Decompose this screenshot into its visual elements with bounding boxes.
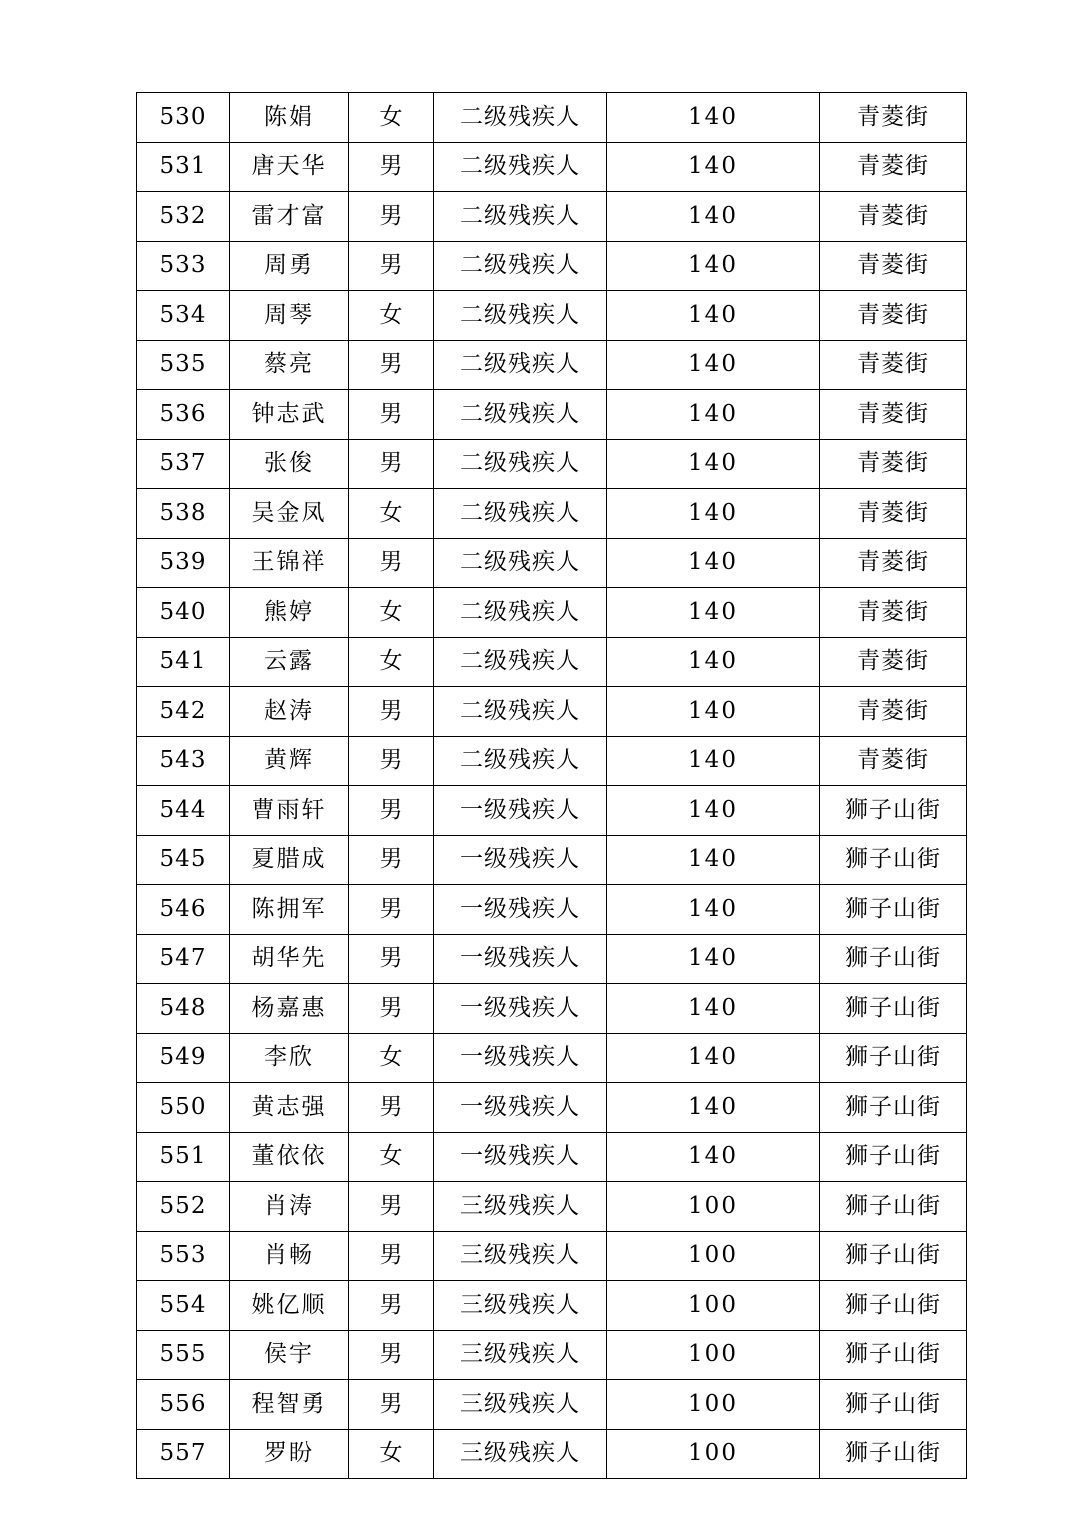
cell-sex: 男 xyxy=(349,687,434,737)
cell-area: 狮子山街 xyxy=(820,1380,967,1430)
cell-name: 王锦祥 xyxy=(230,538,349,588)
cell-area: 狮子山街 xyxy=(820,885,967,935)
cell-name: 黄辉 xyxy=(230,736,349,786)
cell-amount: 140 xyxy=(607,439,820,489)
cell-amount: 140 xyxy=(607,192,820,242)
cell-sequence: 552 xyxy=(137,1182,230,1232)
cell-area: 青菱街 xyxy=(820,538,967,588)
cell-area: 青菱街 xyxy=(820,291,967,341)
cell-sequence: 546 xyxy=(137,885,230,935)
cell-sex: 男 xyxy=(349,835,434,885)
cell-area: 青菱街 xyxy=(820,489,967,539)
cell-category: 二级残疾人 xyxy=(434,439,607,489)
cell-category: 一级残疾人 xyxy=(434,1033,607,1083)
cell-sex: 女 xyxy=(349,1429,434,1479)
cell-sex: 男 xyxy=(349,390,434,440)
cell-amount: 140 xyxy=(607,390,820,440)
cell-amount: 140 xyxy=(607,588,820,638)
cell-sex: 男 xyxy=(349,736,434,786)
table-row xyxy=(137,588,967,638)
cell-name: 董依依 xyxy=(230,1132,349,1182)
cell-sequence: 553 xyxy=(137,1231,230,1281)
cell-area: 狮子山街 xyxy=(820,1429,967,1479)
cell-amount: 140 xyxy=(607,1083,820,1133)
cell-area: 青菱街 xyxy=(820,142,967,192)
cell-category: 三级残疾人 xyxy=(434,1281,607,1331)
cell-area: 青菱街 xyxy=(820,736,967,786)
table-row xyxy=(137,241,967,291)
cell-area: 狮子山街 xyxy=(820,1083,967,1133)
cell-area: 青菱街 xyxy=(820,390,967,440)
cell-amount: 140 xyxy=(607,736,820,786)
cell-category: 一级残疾人 xyxy=(434,885,607,935)
cell-sex: 男 xyxy=(349,142,434,192)
table-row xyxy=(137,538,967,588)
cell-sex: 女 xyxy=(349,637,434,687)
cell-sequence: 535 xyxy=(137,340,230,390)
cell-sequence: 555 xyxy=(137,1330,230,1380)
cell-sex: 男 xyxy=(349,885,434,935)
cell-name: 周琴 xyxy=(230,291,349,341)
cell-area: 青菱街 xyxy=(820,241,967,291)
cell-name: 周勇 xyxy=(230,241,349,291)
cell-sex: 女 xyxy=(349,1033,434,1083)
cell-category: 一级残疾人 xyxy=(434,1083,607,1133)
cell-sequence: 540 xyxy=(137,588,230,638)
cell-name: 蔡亮 xyxy=(230,340,349,390)
cell-name: 胡华先 xyxy=(230,934,349,984)
cell-name: 杨嘉惠 xyxy=(230,984,349,1034)
cell-category: 一级残疾人 xyxy=(434,786,607,836)
cell-name: 夏腊成 xyxy=(230,835,349,885)
cell-category: 三级残疾人 xyxy=(434,1182,607,1232)
cell-category: 一级残疾人 xyxy=(434,984,607,1034)
table-row xyxy=(137,291,967,341)
cell-sequence: 536 xyxy=(137,390,230,440)
cell-sequence: 534 xyxy=(137,291,230,341)
cell-category: 二级残疾人 xyxy=(434,637,607,687)
cell-area: 青菱街 xyxy=(820,340,967,390)
cell-area: 狮子山街 xyxy=(820,984,967,1034)
cell-amount: 140 xyxy=(607,934,820,984)
cell-category: 三级残疾人 xyxy=(434,1231,607,1281)
table-row xyxy=(137,489,967,539)
cell-sequence: 545 xyxy=(137,835,230,885)
table-row xyxy=(137,1380,967,1430)
roster-table-body xyxy=(137,93,967,1479)
cell-sequence: 544 xyxy=(137,786,230,836)
cell-amount: 140 xyxy=(607,687,820,737)
cell-name: 曹雨轩 xyxy=(230,786,349,836)
cell-sex: 女 xyxy=(349,93,434,143)
table-row xyxy=(137,736,967,786)
cell-amount: 100 xyxy=(607,1182,820,1232)
cell-amount: 140 xyxy=(607,93,820,143)
table-row xyxy=(137,340,967,390)
cell-sex: 女 xyxy=(349,1132,434,1182)
cell-sequence: 548 xyxy=(137,984,230,1034)
cell-amount: 140 xyxy=(607,637,820,687)
cell-name: 黄志强 xyxy=(230,1083,349,1133)
cell-name: 肖涛 xyxy=(230,1182,349,1232)
table-row xyxy=(137,1231,967,1281)
cell-sex: 男 xyxy=(349,1281,434,1331)
cell-sex: 男 xyxy=(349,1380,434,1430)
cell-category: 二级残疾人 xyxy=(434,291,607,341)
cell-amount: 140 xyxy=(607,489,820,539)
cell-sex: 男 xyxy=(349,192,434,242)
cell-category: 一级残疾人 xyxy=(434,1132,607,1182)
cell-area: 狮子山街 xyxy=(820,1132,967,1182)
cell-category: 二级残疾人 xyxy=(434,340,607,390)
cell-name: 唐天华 xyxy=(230,142,349,192)
cell-area: 狮子山街 xyxy=(820,1281,967,1331)
cell-sex: 女 xyxy=(349,489,434,539)
cell-area: 狮子山街 xyxy=(820,934,967,984)
cell-area: 青菱街 xyxy=(820,687,967,737)
cell-sequence: 542 xyxy=(137,687,230,737)
table-row xyxy=(137,934,967,984)
cell-amount: 140 xyxy=(607,885,820,935)
cell-amount: 140 xyxy=(607,340,820,390)
cell-area: 青菱街 xyxy=(820,439,967,489)
table-row xyxy=(137,1182,967,1232)
table-row xyxy=(137,1330,967,1380)
roster-table-container xyxy=(136,92,940,1479)
cell-sex: 男 xyxy=(349,1330,434,1380)
cell-sequence: 530 xyxy=(137,93,230,143)
cell-amount: 140 xyxy=(607,1033,820,1083)
cell-amount: 100 xyxy=(607,1380,820,1430)
cell-area: 狮子山街 xyxy=(820,786,967,836)
cell-sex: 男 xyxy=(349,1182,434,1232)
cell-sex: 男 xyxy=(349,241,434,291)
cell-amount: 140 xyxy=(607,538,820,588)
cell-sequence: 541 xyxy=(137,637,230,687)
cell-area: 青菱街 xyxy=(820,192,967,242)
cell-area: 狮子山街 xyxy=(820,1033,967,1083)
cell-sequence: 547 xyxy=(137,934,230,984)
table-row xyxy=(137,1033,967,1083)
cell-sequence: 549 xyxy=(137,1033,230,1083)
cell-name: 姚亿顺 xyxy=(230,1281,349,1331)
table-row xyxy=(137,439,967,489)
cell-area: 青菱街 xyxy=(820,93,967,143)
cell-sequence: 537 xyxy=(137,439,230,489)
cell-name: 张俊 xyxy=(230,439,349,489)
cell-sex: 男 xyxy=(349,934,434,984)
cell-sex: 男 xyxy=(349,1231,434,1281)
cell-sex: 男 xyxy=(349,786,434,836)
table-row xyxy=(137,142,967,192)
cell-sequence: 531 xyxy=(137,142,230,192)
cell-name: 陈娟 xyxy=(230,93,349,143)
cell-category: 二级残疾人 xyxy=(434,588,607,638)
table-row xyxy=(137,1083,967,1133)
cell-amount: 140 xyxy=(607,786,820,836)
cell-category: 二级残疾人 xyxy=(434,538,607,588)
cell-amount: 100 xyxy=(607,1231,820,1281)
table-row xyxy=(137,93,967,143)
cell-sequence: 554 xyxy=(137,1281,230,1331)
cell-area: 狮子山街 xyxy=(820,1231,967,1281)
cell-area: 狮子山街 xyxy=(820,1182,967,1232)
cell-sequence: 543 xyxy=(137,736,230,786)
cell-category: 一级残疾人 xyxy=(434,934,607,984)
cell-sequence: 556 xyxy=(137,1380,230,1430)
cell-category: 二级残疾人 xyxy=(434,93,607,143)
cell-sex: 女 xyxy=(349,291,434,341)
cell-area: 青菱街 xyxy=(820,588,967,638)
cell-sequence: 538 xyxy=(137,489,230,539)
cell-sex: 女 xyxy=(349,588,434,638)
cell-sequence: 539 xyxy=(137,538,230,588)
cell-category: 三级残疾人 xyxy=(434,1380,607,1430)
cell-sequence: 532 xyxy=(137,192,230,242)
cell-category: 二级残疾人 xyxy=(434,241,607,291)
cell-category: 二级残疾人 xyxy=(434,687,607,737)
table-row xyxy=(137,1429,967,1479)
cell-sex: 男 xyxy=(349,1083,434,1133)
table-row xyxy=(137,687,967,737)
cell-category: 一级残疾人 xyxy=(434,835,607,885)
cell-name: 钟志武 xyxy=(230,390,349,440)
cell-category: 二级残疾人 xyxy=(434,192,607,242)
cell-sequence: 557 xyxy=(137,1429,230,1479)
cell-sex: 男 xyxy=(349,340,434,390)
cell-name: 雷才富 xyxy=(230,192,349,242)
cell-sex: 男 xyxy=(349,984,434,1034)
table-row xyxy=(137,390,967,440)
cell-area: 狮子山街 xyxy=(820,1330,967,1380)
table-row xyxy=(137,885,967,935)
cell-name: 赵涛 xyxy=(230,687,349,737)
table-row xyxy=(137,984,967,1034)
cell-name: 罗盼 xyxy=(230,1429,349,1479)
cell-category: 三级残疾人 xyxy=(434,1429,607,1479)
cell-name: 侯宇 xyxy=(230,1330,349,1380)
cell-amount: 140 xyxy=(607,984,820,1034)
cell-amount: 100 xyxy=(607,1281,820,1331)
cell-name: 熊婷 xyxy=(230,588,349,638)
cell-sequence: 533 xyxy=(137,241,230,291)
cell-area: 青菱街 xyxy=(820,637,967,687)
cell-name: 云露 xyxy=(230,637,349,687)
table-row xyxy=(137,637,967,687)
table-row xyxy=(137,192,967,242)
cell-sex: 男 xyxy=(349,538,434,588)
cell-name: 肖畅 xyxy=(230,1231,349,1281)
roster-table xyxy=(136,92,967,1479)
table-row xyxy=(137,786,967,836)
table-row xyxy=(137,1281,967,1331)
cell-amount: 140 xyxy=(607,1132,820,1182)
cell-category: 二级残疾人 xyxy=(434,489,607,539)
table-row xyxy=(137,835,967,885)
cell-area: 狮子山街 xyxy=(820,835,967,885)
cell-amount: 140 xyxy=(607,142,820,192)
cell-name: 陈拥军 xyxy=(230,885,349,935)
cell-category: 二级残疾人 xyxy=(434,142,607,192)
cell-category: 二级残疾人 xyxy=(434,390,607,440)
cell-name: 吴金凤 xyxy=(230,489,349,539)
cell-name: 程智勇 xyxy=(230,1380,349,1430)
cell-amount: 100 xyxy=(607,1330,820,1380)
cell-amount: 140 xyxy=(607,291,820,341)
cell-category: 二级残疾人 xyxy=(434,736,607,786)
cell-category: 三级残疾人 xyxy=(434,1330,607,1380)
cell-sex: 男 xyxy=(349,439,434,489)
table-row xyxy=(137,1132,967,1182)
cell-sequence: 551 xyxy=(137,1132,230,1182)
cell-name: 李欣 xyxy=(230,1033,349,1083)
cell-amount: 100 xyxy=(607,1429,820,1479)
cell-amount: 140 xyxy=(607,835,820,885)
cell-sequence: 550 xyxy=(137,1083,230,1133)
cell-amount: 140 xyxy=(607,241,820,291)
